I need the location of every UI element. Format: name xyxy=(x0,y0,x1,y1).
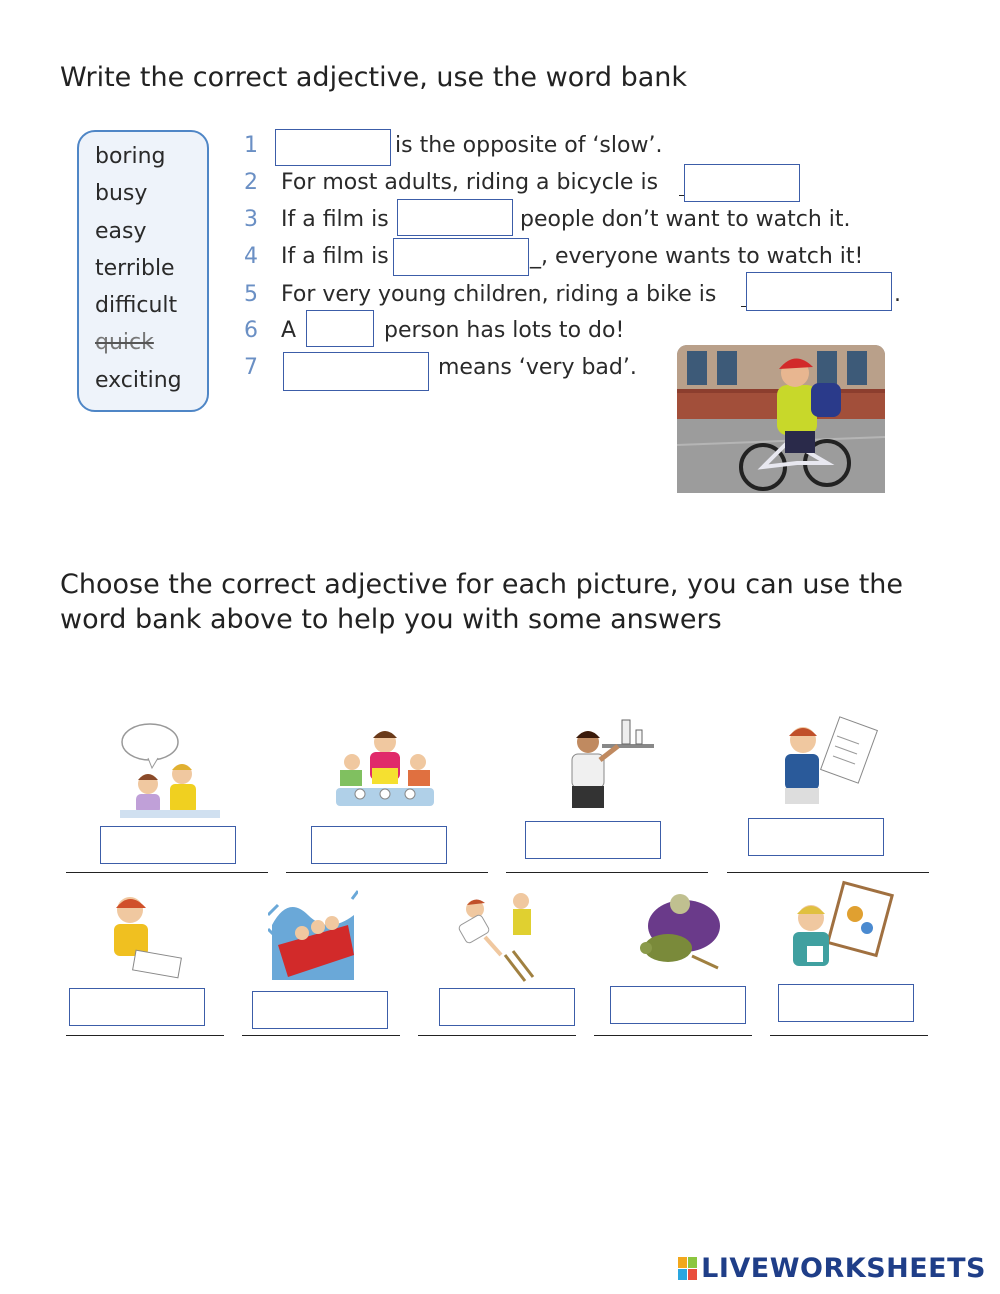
cyclist-photo xyxy=(677,345,885,493)
picture-boy-painting xyxy=(785,880,895,980)
picture-answer-box-7[interactable] xyxy=(439,988,575,1026)
answer-box-2[interactable] xyxy=(684,164,800,202)
picture-answer-box-9[interactable] xyxy=(778,984,914,1022)
sentence-number: 2 xyxy=(244,170,258,195)
sentence-number: 3 xyxy=(244,207,258,232)
logo-text: LIVEWORKSHEETS xyxy=(701,1253,986,1284)
sentence-7-text: means ‘very bad’. xyxy=(438,355,637,380)
logo-icon xyxy=(678,1257,697,1280)
word-bank xyxy=(77,130,209,412)
sentence-number: 5 xyxy=(244,282,258,307)
sentence-number: 1 xyxy=(244,133,258,158)
picture-answer-box-3[interactable] xyxy=(525,821,661,859)
answer-box-4[interactable] xyxy=(393,238,529,276)
sentence-2-text: For most adults, riding a bicycle is xyxy=(281,170,659,195)
sentence-6-text-start: A xyxy=(281,318,297,343)
answer-box-1[interactable] xyxy=(275,129,391,166)
instruction-part2: Choose the correct adjective for each picture, you can use the word bank above to help you with some answers xyxy=(60,569,904,635)
sentence-number: 7 xyxy=(244,355,258,380)
answer-box-7[interactable] xyxy=(283,352,429,391)
answer-box-3[interactable] xyxy=(397,199,513,236)
word-bank-item: difficult xyxy=(95,293,178,318)
picture-bored-children xyxy=(120,720,220,820)
word-bank-item: busy xyxy=(95,181,148,206)
sentence-number: 4 xyxy=(244,244,258,269)
picture-people-on-water-ride xyxy=(268,885,358,980)
sentence-4-text-end: _, everyone wants to watch it! xyxy=(530,244,864,269)
picture-busy-mother xyxy=(330,722,440,812)
answer-box-5[interactable] xyxy=(746,272,892,311)
picture-answer-box-1[interactable] xyxy=(100,826,236,864)
answer-box-6[interactable] xyxy=(306,310,374,347)
sentence-6-text-end: person has lots to do! xyxy=(384,318,625,343)
word-bank-item: boring xyxy=(95,144,166,169)
word-bank-item: exciting xyxy=(95,368,182,393)
sentence-4-text-start: If a film is xyxy=(281,244,389,269)
sentence-number: 6 xyxy=(244,318,258,343)
liveworksheets-logo xyxy=(678,1253,986,1284)
picture-slow-tortoise xyxy=(632,888,727,973)
picture-answer-box-6[interactable] xyxy=(252,991,388,1029)
picture-answer-box-8[interactable] xyxy=(610,986,746,1024)
sentence-3-text-end: people don’t want to watch it. xyxy=(520,207,851,232)
picture-answer-box-2[interactable] xyxy=(311,826,447,864)
word-bank-item: easy xyxy=(95,219,147,244)
instruction-part1: Write the correct adjective, use the word bank xyxy=(60,62,688,93)
sentence-1-text: is the opposite of ‘slow’. xyxy=(395,133,663,158)
picture-waitress-carrying-tray xyxy=(560,716,660,811)
picture-girl-falling-off-ladder xyxy=(445,885,545,985)
picture-answer-box-4[interactable] xyxy=(748,818,884,856)
picture-girl-drawing xyxy=(100,888,185,980)
sentence-5-end: . xyxy=(894,282,901,307)
picture-confused-boy-with-paper xyxy=(775,716,885,806)
sentence-5-text: For very young children, riding a bike is xyxy=(281,282,717,307)
sentence-3-text-start: If a film is xyxy=(281,207,389,232)
word-bank-item: terrible xyxy=(95,256,175,281)
picture-answer-box-5[interactable] xyxy=(69,988,205,1026)
word-bank-item-crossed: quick xyxy=(95,330,154,355)
